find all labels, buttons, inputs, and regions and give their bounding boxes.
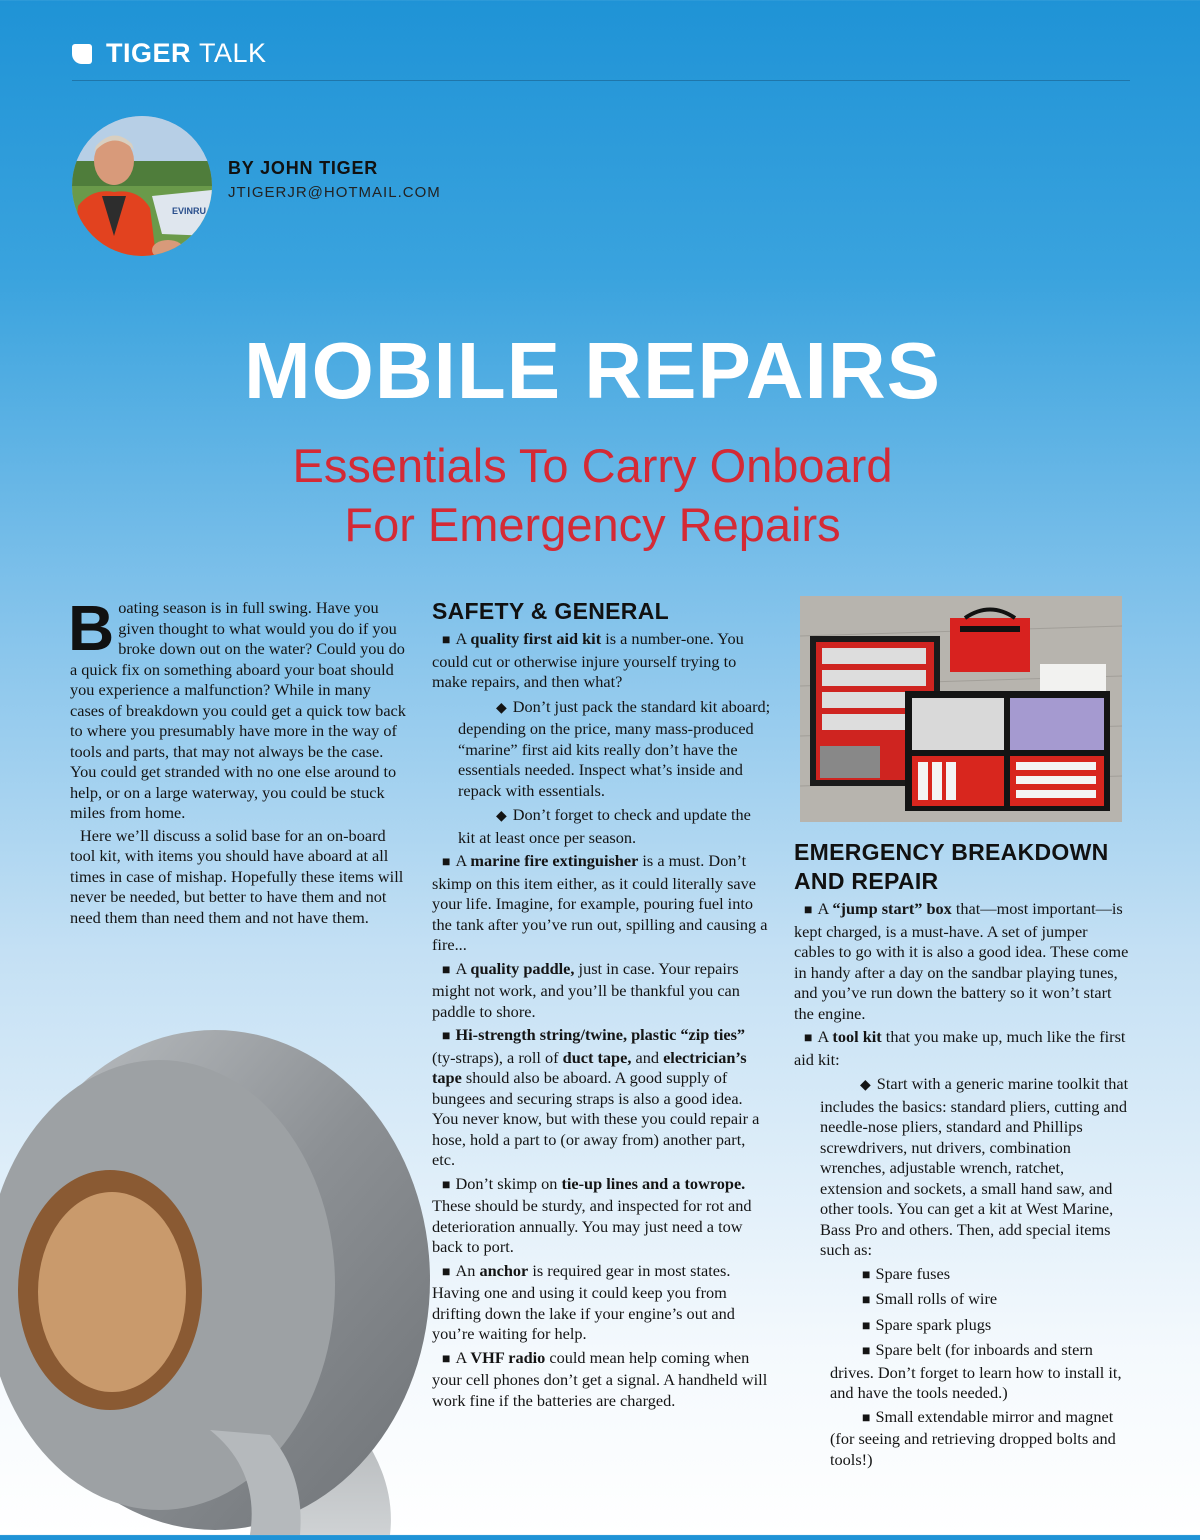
- spare-item: ■ Spare belt (for inboards and stern drives. Don’t forget to learn how to install it, and have the tools needed.): [794, 1340, 1130, 1404]
- list-item-paddle: ■ A quality paddle, just in case. Your repairs might not work, and you’ll be thankful you can paddle to shore.: [432, 959, 772, 1023]
- list-item-vhf: ■ A VHF radio could mean help coming when your cell phones don’t get a signal. A handheld will work fine if the batteries are charged.: [432, 1348, 772, 1412]
- list-item-anchor: ■ An anchor is required gear in most states. Having one and using it could keep you from drifting down the lake if your engine’s out and you’re waiting for help.: [432, 1261, 772, 1345]
- sub-item-first-aid-1: ◆ Don’t just pack the standard kit aboard; depending on the price, many mass-produced “marine” first aid kits really don’t have the essentials needed. Inspect what’s inside and repack with essentials.: [432, 697, 772, 802]
- article-subtitle: [0, 436, 1185, 554]
- subtitle-line-1: Essentials To Carry Onboard: [292, 439, 893, 492]
- spare-item: ■ Spare spark plugs: [794, 1315, 1130, 1338]
- author-email[interactable]: JTIGERJR@HOTMAIL.COM: [228, 184, 441, 201]
- section-name: TIGER: [106, 38, 192, 68]
- author-photo: [72, 116, 212, 256]
- emergency-heading: EMERGENCY BREAKDOWN AND REPAIR: [794, 839, 1109, 894]
- subtitle-line-2: For Emergency Repairs: [344, 498, 841, 551]
- svg-text:EVINRU: EVINRU: [172, 206, 207, 216]
- list-item-tieup: ■ Don’t skimp on tie-up lines and a towrope. These should be sturdy, and inspected for rot and deterioration annually. You may just need a tow back to port.: [432, 1174, 772, 1258]
- list-item-jump-start: ■ A “jump start” box that—most important—is kept charged, is a must-have. A set of jumper cables to go with it is also a good idea. These come in handy after a day on the sandbar playing tunes, and you’ve run down the battery so it won’t start the engine.: [794, 899, 1130, 1024]
- list-item-string: ■ Hi-strength string/twine, plastic “zip ties” (ty-straps), a roll of duct tape, and electrician’s tape should also be aboard. A good supply of bungees and securing straps is also a good idea. You never know, but with these you could repair a hose, hold a part to (or away from) another part, etc.: [432, 1025, 772, 1171]
- list-item-first-aid: ■ A quality first aid kit is a number-one. You could cut or otherwise injure yourself trying to make repairs, and then what?: [432, 629, 772, 693]
- spare-item: ■ Spare fuses: [794, 1264, 1130, 1287]
- intro-paragraph-1: Boating season is in full swing. Have you given thought to what would you do if you broke down out on the water? Could you do a quick fix on something aboard your boat should you experience a malfunction? While in many cases of breakdown you could get a quick tow back to where you presumably have more in the way of tools and parts, that may not always be the case. You could get stranded with no one else around to help, or on a large waterway, you could be stuck miles from home.: [68, 592, 406, 822]
- list-item-extinguisher: ■ A marine fire extinguisher is a must. Don’t skimp on this item either, as it could literally save your life. Imagine, for example, pouring fuel into the tank after you’ve run out, spilling and causing a fire...: [432, 851, 772, 956]
- header-divider: [72, 80, 1130, 81]
- section-name-light: TALK: [199, 38, 267, 68]
- intro-paragraph-2: Here we’ll discuss a solid base for an on-board tool kit, with items you should have aboard at all times in case of mishap. Hopefully these items will never be needed, but better to have them and not need them than need them and not have them.: [70, 825, 404, 927]
- spare-item: ■ Small extendable mirror and magnet (for seeing and retrieving dropped bolts and tools!): [794, 1407, 1130, 1471]
- section-tag-icon: [72, 44, 92, 64]
- list-item-tool-kit: ■ A tool kit that you make up, much like the first aid kit:: [794, 1027, 1130, 1070]
- drop-cap: B: [68, 592, 115, 664]
- intro-column: [68, 592, 408, 928]
- sub-item-first-aid-2: ◆ Don’t forget to check and update the kit at least once per season.: [432, 805, 772, 848]
- emergency-column: [794, 838, 1130, 1470]
- section-tag: [72, 38, 267, 69]
- article-title: MOBILE REPAIRS: [243, 326, 941, 415]
- author-byline: BY JOHN TIGER: [228, 158, 379, 178]
- duct-tape-image: [0, 1030, 460, 1535]
- spare-item: ■ Small rolls of wire: [794, 1289, 1130, 1312]
- safety-heading: SAFETY & GENERAL: [432, 598, 669, 624]
- safety-column: [432, 597, 772, 1411]
- first-aid-kit-photo: [800, 596, 1122, 822]
- sub-item-toolkit: ◆ Start with a generic marine toolkit that includes the basics: standard pliers, cutting and needle-nose pliers, standard and Phillips screwdrivers, nut drivers, combination wrenches, adjustable wrench, ratchet, extension and sockets, a small hand saw, and other tools. You can get a kit at West Marine, Bass Pro and others. Then, add special items such as:: [794, 1074, 1130, 1261]
